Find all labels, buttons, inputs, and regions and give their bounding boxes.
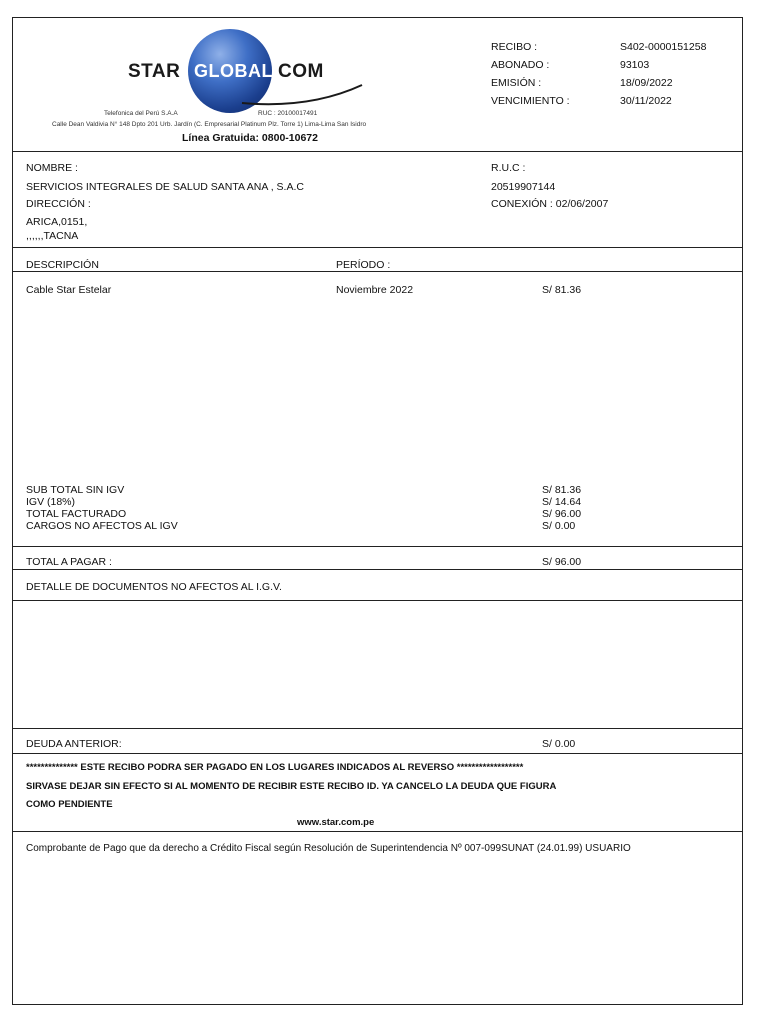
item-amount: S/ 81.36	[542, 284, 582, 296]
notice-line-2: SIRVASE DEJAR SIN EFECTO SI AL MOMENTO DE RECIBIR ESTE RECIBO ID. YA CANCELO LA DEUDA QUE FIGURA	[26, 781, 557, 792]
subscriber-value: 93103	[620, 59, 650, 71]
item-period: Noviembre 2022	[336, 284, 414, 296]
due-date-label: VENCIMIENTO :	[491, 95, 570, 107]
customer-address-line2: ,,,,,,TACNA	[26, 230, 79, 242]
customer-address-line1: ARICA,0151,	[26, 216, 88, 228]
divider-column-header	[12, 271, 743, 272]
issue-date-value: 18/09/2022	[620, 77, 673, 89]
total-billed-amount: S/ 96.00	[542, 508, 582, 520]
receipt-label: RECIBO :	[491, 41, 538, 53]
divider-detail-body	[12, 728, 743, 729]
igv-amount: S/ 14.64	[542, 496, 582, 508]
fiscal-note: Comprobante de Pago que da derecho a Crédito Fiscal según Resolución de Superintendencia Nº 007-099SUNAT (24.01.99) USUARIO	[26, 843, 631, 854]
company-logo	[120, 27, 370, 117]
customer-address-label: DIRECCIÓN :	[26, 198, 91, 210]
customer-ruc-label: R.U.C :	[491, 162, 526, 174]
divider-notice	[12, 831, 743, 832]
divider-header	[12, 151, 743, 152]
subtotal-amount: S/ 81.36	[542, 484, 582, 496]
previous-debt-amount: S/ 0.00	[542, 738, 576, 750]
column-period: PERÍODO :	[336, 259, 391, 271]
divider-total	[12, 569, 743, 570]
logo-swoosh-icon	[240, 79, 365, 109]
total-to-pay-amount: S/ 96.00	[542, 556, 582, 568]
customer-name: SERVICIOS INTEGRALES DE SALUD SANTA ANA , S.A.C	[26, 181, 304, 193]
subtotal-label: SUB TOTAL SIN IGV	[26, 484, 125, 496]
notice-line-3: COMO PENDIENTE	[26, 799, 113, 810]
hotline: Línea Gratuida: 0800-10672	[182, 132, 318, 144]
total-billed-label: TOTAL FACTURADO	[26, 508, 127, 520]
notice-line-1: ************** ESTE RECIBO PODRA SER PAGADO EN LOS LUGARES INDICADOS AL REVERSO ******************	[26, 762, 524, 773]
detail-title: DETALLE DE DOCUMENTOS NO AFECTOS AL I.G.V.	[26, 581, 282, 593]
due-date-value: 30/11/2022	[620, 95, 672, 107]
divider-items	[12, 546, 743, 547]
divider-previous-debt	[12, 753, 743, 754]
logo-star: STAR	[128, 61, 181, 82]
company-ruc: RUC : 20100017491	[258, 110, 318, 117]
igv-label: IGV (18%)	[26, 496, 76, 508]
divider-detail-title	[12, 600, 743, 601]
website-link[interactable]: www.star.com.pe	[297, 817, 375, 828]
subscriber-label: ABONADO :	[491, 59, 550, 71]
customer-ruc: 20519907144	[491, 181, 556, 193]
receipt-value: S402-0000151258	[620, 41, 707, 53]
connection-date: CONEXIÓN : 02/06/2007	[491, 198, 609, 210]
company-name: Telefonica del Perú S.A.A	[104, 110, 178, 117]
company-address: Calle Dean Valdivia N° 148 Dpto 201 Urb. Jardín (C. Empresarial Platinum Plz. Torre 1) Lima-Lima San Isidro	[52, 121, 367, 128]
logo-global: GLOBAL	[194, 61, 273, 81]
previous-debt-label: DEUDA ANTERIOR:	[26, 738, 122, 750]
item-description: Cable Star Estelar	[26, 284, 112, 296]
exempt-charges-amount: S/ 0.00	[542, 520, 576, 532]
column-description: DESCRIPCIÓN	[26, 259, 99, 271]
divider-customer	[12, 247, 743, 248]
exempt-charges-label: CARGOS NO AFECTOS AL IGV	[26, 520, 178, 532]
logo-com: COM	[278, 61, 324, 82]
customer-name-label: NOMBRE :	[26, 162, 78, 174]
total-to-pay-label: TOTAL A PAGAR :	[26, 556, 112, 568]
issue-date-label: EMISIÓN :	[491, 77, 542, 89]
